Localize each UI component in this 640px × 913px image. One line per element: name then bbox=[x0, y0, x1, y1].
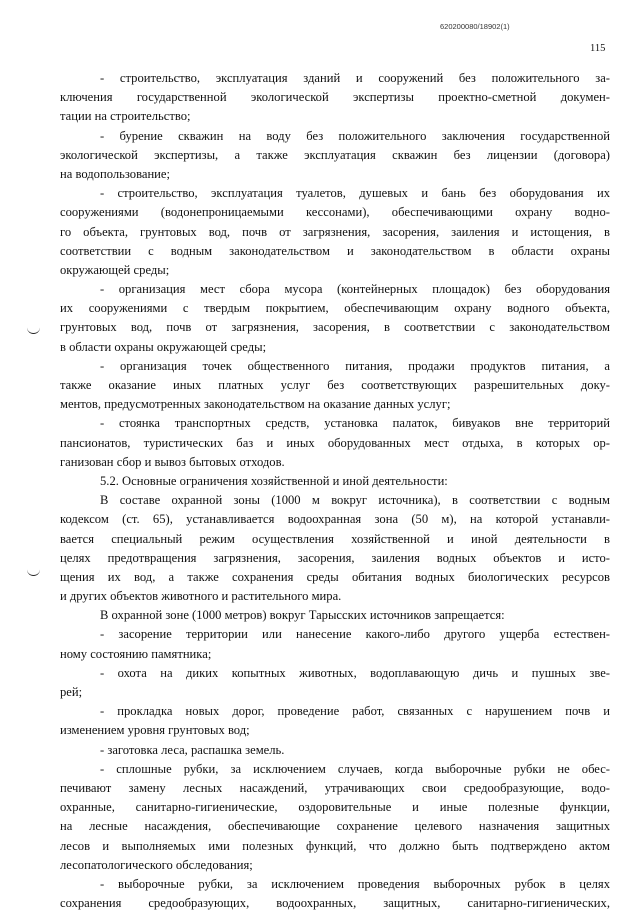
text-line: ключения государственной экологической экспертизы проектно-сметной докумен- bbox=[60, 90, 610, 105]
text-line: и других объектов животного и растительного мира. bbox=[60, 589, 342, 604]
text-line: ганизован сбор и вывоз бытовых отходов. bbox=[60, 454, 285, 469]
text-line: 5.2. Основные ограничения хозяйственной и иной деятельности: bbox=[100, 473, 448, 488]
text-line: - организация мест сбора мусора (контейнерных площадок) без оборудования bbox=[100, 282, 610, 297]
text-line: В охранной зоне (1000 метров) вокруг Тарысских источников запрещается: bbox=[100, 608, 505, 623]
text-line: го объекта, грунтовых вод, почв от загрязнения, засорения, заиления и истощения, в bbox=[60, 224, 610, 239]
text-line: на лесные насаждения, обеспечивающие сохранение целевого назначения защитных bbox=[60, 819, 610, 834]
text-line: - стоянка транспортных средств, установка палаток, бивуаков вне территорий bbox=[100, 416, 610, 431]
text-line: соответствии с водным законодательством и законодательством в области охраны bbox=[60, 243, 610, 258]
text-line: вается специальный режим осуществления хозяйственной и иной деятельности в bbox=[60, 531, 610, 546]
text-line: - прокладка новых дорог, проведение работ, связанных с нарушением почв и bbox=[100, 704, 610, 719]
text-line: - бурение скважин на воду без положительного заключения государственной bbox=[100, 128, 610, 143]
text-line: изменением уровня грунтовых вод; bbox=[60, 723, 250, 738]
document-id: 620200080/18902(1) bbox=[440, 22, 510, 31]
text-line: ному состоянию памятника; bbox=[60, 646, 212, 661]
text-line: - охота на диких копытных животных, водоплавающую дичь и пушных зве- bbox=[100, 665, 610, 680]
text-line: рей; bbox=[60, 685, 83, 699]
text-line: сооружениями (водонепроницаемыми кессонами), обеспечивающими охрану водно- bbox=[60, 205, 610, 220]
text-line: лесов и выполняемых ими полезных функций, что должно быть подтверждено актом bbox=[60, 838, 610, 853]
text-line: охранные, санитарно-гигиенические, оздоровительные и иные полезные функции, bbox=[60, 800, 610, 815]
text-line: - строительство, эксплуатация зданий и сооружений без положительного за- bbox=[100, 71, 610, 85]
margin-mark bbox=[27, 325, 40, 334]
text-line: - выборочные рубки, за исключением проведения выборочных рубок в целях bbox=[100, 876, 610, 891]
text-line: сохранения средообразующих, водоохранных, защитных, санитарно-гигиенических, bbox=[60, 896, 610, 911]
text-line: на водопользование; bbox=[60, 166, 171, 181]
text-line: В составе охранной зоны (1000 м вокруг источника), в соответствии с водным bbox=[100, 493, 610, 508]
text-line: ментов, предусмотренных законодательством на оказание данных услуг; bbox=[60, 397, 451, 412]
body-text bbox=[60, 69, 610, 913]
margin-mark bbox=[27, 567, 40, 576]
text-line: также оказание иных платных услуг без соответствующих разрешительных доку- bbox=[60, 378, 610, 392]
text-line: пансионатов, туристических баз и иных оборудованных мест отдыха, в которых ор- bbox=[60, 435, 610, 450]
text-line: - заготовка леса, распашка земель. bbox=[100, 742, 285, 757]
text-line: в области охраны окружающей среды; bbox=[60, 339, 267, 354]
text-line: - строительство, эксплуатация туалетов, душевых и бань без оборудования их bbox=[100, 186, 610, 201]
text-line: окружающей среды; bbox=[60, 262, 170, 277]
text-line: целях предотвращения загрязнения, засорения, заиления водных объектов и исто- bbox=[60, 550, 610, 565]
text-line: - сплошные рубки, за исключением случаев, когда выборочные рубки не обес- bbox=[100, 761, 610, 776]
text-line: лесопатологического обследования; bbox=[60, 857, 253, 872]
text-line: печивают замену лесных насаждений, утрачивающих свои средообразующие, водо- bbox=[60, 780, 610, 795]
page-number: 115 bbox=[590, 43, 606, 54]
text-line: кодексом (ст. 65), устанавливается водоохранная зона (50 м), на которой устанавли- bbox=[60, 512, 610, 527]
text-line: их сооружениями с твердым покрытием, обеспечивающим охрану водного объекта, bbox=[60, 301, 610, 316]
text-line: тации на строительство; bbox=[60, 109, 191, 124]
text-line: - засорение территории или нанесение какого-либо другого ущерба естествен- bbox=[100, 627, 610, 642]
text-line: щения их вод, а также сохранения среды обитания водных биологических ресурсов bbox=[60, 569, 610, 584]
text-line: экологической экспертизы, а также эксплуатация скважин без лицензии (договора) bbox=[60, 147, 610, 162]
text-line: грунтовых вод, почв от загрязнения, засорения, в соответствии с законодательством bbox=[60, 320, 610, 335]
text-line: - организация точек общественного питания, продажи продуктов питания, а bbox=[100, 358, 610, 373]
